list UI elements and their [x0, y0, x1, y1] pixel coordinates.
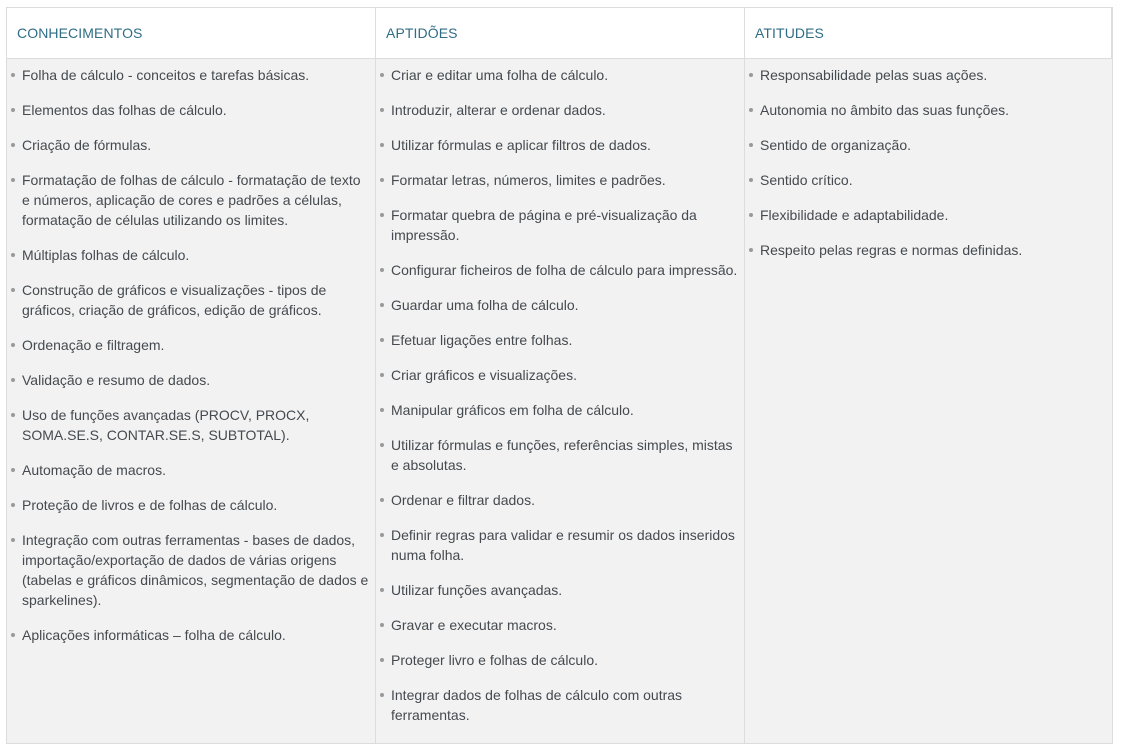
list-item	[11, 405, 369, 445]
bullet-icon	[380, 73, 384, 77]
bullet-icon	[380, 623, 384, 627]
list-item-text: Utilizar fórmulas e funções, referências simples, mistas e absolutas.	[391, 437, 733, 473]
list-item	[380, 525, 738, 565]
bullet-icon	[11, 468, 15, 472]
list-item-text: Responsabilidade pelas suas ações.	[760, 67, 988, 83]
bullet-icon	[380, 268, 384, 272]
bullet-icon	[380, 693, 384, 697]
list-item	[380, 65, 738, 85]
column-header-aptidoes: APTIDÕES	[376, 8, 745, 59]
list-item-text: Efetuar ligações entre folhas.	[391, 332, 573, 348]
list-item-text: Criação de fórmulas.	[22, 137, 152, 153]
list-item-text: Sentido crítico.	[760, 172, 853, 188]
column-cell-aptidoes	[376, 59, 745, 743]
list-item-text: Utilizar fórmulas e aplicar filtros de dados.	[391, 137, 651, 153]
list-item	[380, 490, 738, 510]
list-item-text: Folha de cálculo - conceitos e tarefas básicas.	[22, 67, 310, 83]
list-item	[11, 530, 369, 610]
bullet-icon	[380, 533, 384, 537]
list-item-text: Proteger livro e folhas de cálculo.	[391, 652, 598, 668]
list-item	[749, 170, 1106, 190]
list-item-text: Manipular gráficos em folha de cálculo.	[391, 402, 634, 418]
list-item	[380, 100, 738, 120]
column-cell-atitudes	[745, 59, 1112, 743]
list-item	[11, 280, 369, 320]
bullet-icon	[11, 143, 15, 147]
list-item-text: Proteção de livros e de folhas de cálculo.	[22, 497, 278, 513]
list-item	[749, 205, 1106, 225]
bullet-icon	[749, 213, 753, 217]
list-item-text: Flexibilidade e adaptabilidade.	[760, 207, 949, 223]
list-item	[380, 580, 738, 600]
list-item-text: Integrar dados de folhas de cálculo com outras ferramentas.	[391, 687, 683, 723]
list-item-text: Respeito pelas regras e normas definidas.	[760, 242, 1023, 258]
list-item	[380, 170, 738, 190]
bullet-icon	[749, 143, 753, 147]
list-item-text: Definir regras para validar e resumir os dados inseridos numa folha.	[391, 527, 735, 563]
column-header-atitudes: ATITUDES	[745, 8, 1112, 59]
atitudes-list	[749, 65, 1106, 260]
list-item	[380, 260, 738, 280]
list-item-text: Utilizar funções avançadas.	[391, 582, 563, 598]
bullet-icon	[380, 658, 384, 662]
list-item	[11, 370, 369, 390]
list-item-text: Automação de macros.	[22, 462, 166, 478]
list-item	[749, 100, 1106, 120]
bullet-icon	[380, 373, 384, 377]
list-item	[380, 135, 738, 155]
list-item-text: Criar e editar uma folha de cálculo.	[391, 67, 609, 83]
bullet-icon	[11, 73, 15, 77]
list-item-text: Formatar quebra de página e pré-visualização da impressão.	[391, 207, 697, 243]
list-item-text: Elementos das folhas de cálculo.	[22, 102, 227, 118]
list-item	[11, 135, 369, 155]
list-item	[11, 335, 369, 355]
list-item	[380, 615, 738, 635]
list-item	[380, 205, 738, 245]
aptidoes-list	[380, 65, 738, 725]
list-item-text: Sentido de organização.	[760, 137, 911, 153]
bullet-icon	[380, 108, 384, 112]
bullet-icon	[380, 408, 384, 412]
list-item-text: Gravar e executar macros.	[391, 617, 557, 633]
list-item-text: Ordenação e filtragem.	[22, 337, 165, 353]
bullet-icon	[749, 108, 753, 112]
bullet-icon	[380, 588, 384, 592]
list-item-text: Construção de gráficos e visualizações - tipos de gráficos, criação de gráficos, edição de gráficos.	[22, 282, 327, 318]
list-item	[380, 685, 738, 725]
list-item	[11, 625, 369, 645]
bullet-icon	[749, 248, 753, 252]
list-item	[749, 135, 1106, 155]
bullet-icon	[11, 343, 15, 347]
list-item-text: Uso de funções avançadas (PROCV, PROCX, SOMA.SE.S, CONTAR.SE.S, SUBTOTAL).	[22, 407, 310, 443]
list-item-text: Guardar uma folha de cálculo.	[391, 297, 579, 313]
list-item	[749, 65, 1106, 85]
list-item	[11, 170, 369, 230]
column-cell-conhecimentos	[7, 59, 376, 743]
list-item-text: Integração com outras ferramentas - bases de dados, importação/exportação de dados de várias origens (tabelas e gráficos dinâmicos, segmentação de dados e sparkelines).	[22, 532, 369, 608]
bullet-icon	[380, 443, 384, 447]
list-item-text: Autonomia no âmbito das suas funções.	[760, 102, 1010, 118]
bullet-icon	[380, 178, 384, 182]
list-item	[380, 295, 738, 315]
list-item	[380, 435, 738, 475]
bullet-icon	[380, 213, 384, 217]
list-item-text: Validação e resumo de dados.	[22, 372, 211, 388]
list-item	[11, 495, 369, 515]
list-item	[380, 330, 738, 350]
bullet-icon	[380, 143, 384, 147]
bullet-icon	[11, 288, 15, 292]
list-item-text: Criar gráficos e visualizações.	[391, 367, 577, 383]
bullet-icon	[11, 538, 15, 542]
bullet-icon	[11, 503, 15, 507]
column-header-conhecimentos: CONHECIMENTOS	[7, 8, 376, 59]
bullet-icon	[380, 498, 384, 502]
bullet-icon	[749, 73, 753, 77]
list-item-text: Formatar letras, números, limites e padrões.	[391, 172, 666, 188]
list-item	[11, 460, 369, 480]
bullet-icon	[11, 253, 15, 257]
list-item	[11, 65, 369, 85]
conhecimentos-list	[11, 65, 369, 645]
list-item	[380, 400, 738, 420]
list-item-text: Configurar ficheiros de folha de cálculo para impressão.	[391, 262, 738, 278]
bullet-icon	[11, 378, 15, 382]
list-item-text: Ordenar e filtrar dados.	[391, 492, 535, 508]
list-item-text: Introduzir, alterar e ordenar dados.	[391, 102, 606, 118]
bullet-icon	[11, 108, 15, 112]
list-item-text: Formatação de folhas de cálculo - formatação de texto e números, aplicação de cores e padrões a células, formatação de células utilizando os limites.	[22, 172, 361, 228]
bullet-icon	[749, 178, 753, 182]
competencies-table	[6, 7, 1113, 744]
bullet-icon	[11, 413, 15, 417]
bullet-icon	[380, 338, 384, 342]
bullet-icon	[11, 178, 15, 182]
bullet-icon	[380, 303, 384, 307]
list-item	[380, 650, 738, 670]
list-item-text: Aplicações informáticas – folha de cálculo.	[22, 627, 286, 643]
list-item	[11, 100, 369, 120]
list-item	[749, 240, 1106, 260]
list-item	[380, 365, 738, 385]
list-item	[11, 245, 369, 265]
bullet-icon	[11, 633, 15, 637]
list-item-text: Múltiplas folhas de cálculo.	[22, 247, 190, 263]
